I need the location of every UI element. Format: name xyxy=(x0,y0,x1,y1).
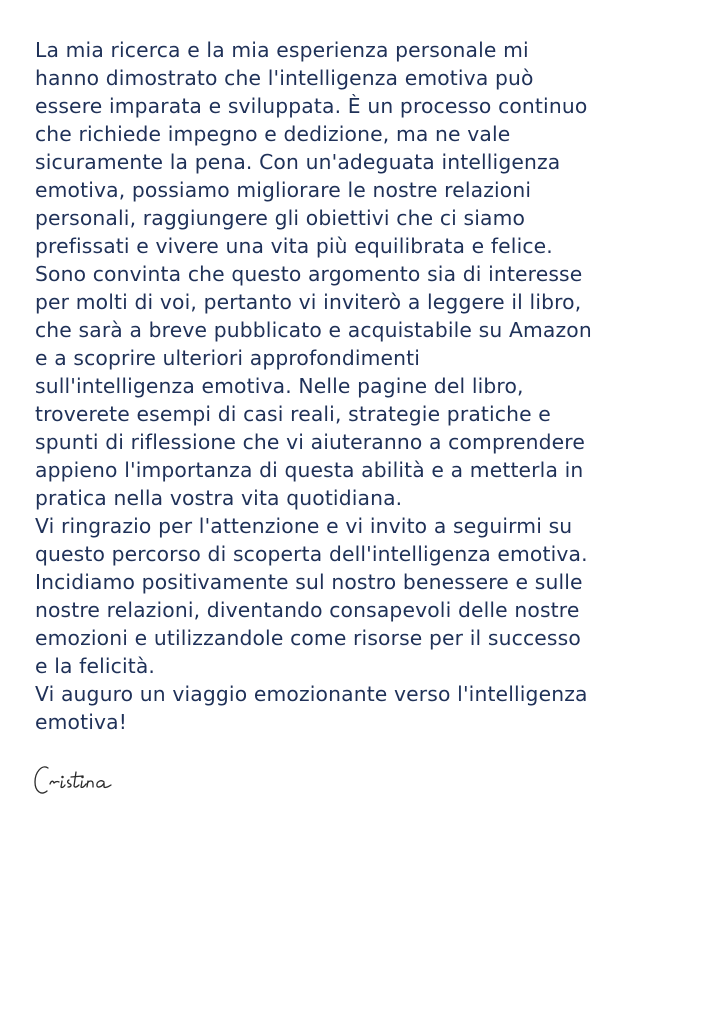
text-line: Vi auguro un viaggio emozionante verso l'intelligenza xyxy=(35,682,588,706)
text-line: nostre relazioni, diventando consapevoli delle nostre xyxy=(35,598,580,622)
text-line: La mia ricerca e la mia esperienza personale mi xyxy=(35,38,529,62)
text-line: essere imparata e sviluppata. È un processo continuo xyxy=(35,94,588,118)
text-line: che richiede impegno e dedizione, ma ne vale xyxy=(35,122,511,146)
text-line: sull'intelligenza emotiva. Nelle pagine del libro, xyxy=(35,374,524,398)
text-line: e la felicità. xyxy=(35,654,156,678)
text-line: sicuramente la pena. Con un'adeguata intelligenza xyxy=(35,150,561,174)
text-line: Incidiamo positivamente sul nostro benessere e sulle xyxy=(35,570,583,594)
text-line: personali, raggiungere gli obiettivi che ci siamo xyxy=(35,206,526,230)
text-line: hanno dimostrato che l'intelligenza emotiva può xyxy=(35,66,534,90)
text-line: per molti di voi, pertanto vi inviterò a leggere il libro, xyxy=(35,290,582,314)
text-line: e a scoprire ulteriori approfondimenti xyxy=(35,346,421,370)
text-line: appieno l'importanza di questa abilità e a metterla in xyxy=(35,458,584,482)
text-line: troverete esempi di casi reali, strategie pratiche e xyxy=(35,402,551,426)
signature xyxy=(32,758,142,803)
text-line: Sono convinta che questo argomento sia di interesse xyxy=(35,262,583,286)
text-line: emotiva! xyxy=(35,710,127,734)
text-line: pratica nella vostra vita quotidiana. xyxy=(35,486,403,510)
text-line: emozioni e utilizzandole come risorse per il successo xyxy=(35,626,581,650)
text-line: che sarà a breve pubblicato e acquistabile su Amazon xyxy=(35,318,592,342)
text-line: prefissati e vivere una vita più equilibrata e felice. xyxy=(35,234,553,258)
text-line: spunti di riflessione che vi aiuteranno a comprendere xyxy=(35,430,585,454)
body-text xyxy=(35,36,695,736)
text-line: emotiva, possiamo migliorare le nostre relazioni xyxy=(35,178,532,202)
text-line: Vi ringrazio per l'attenzione e vi invito a seguirmi su xyxy=(35,514,573,538)
text-line: questo percorso di scoperta dell'intelligenza emotiva. xyxy=(35,542,588,566)
